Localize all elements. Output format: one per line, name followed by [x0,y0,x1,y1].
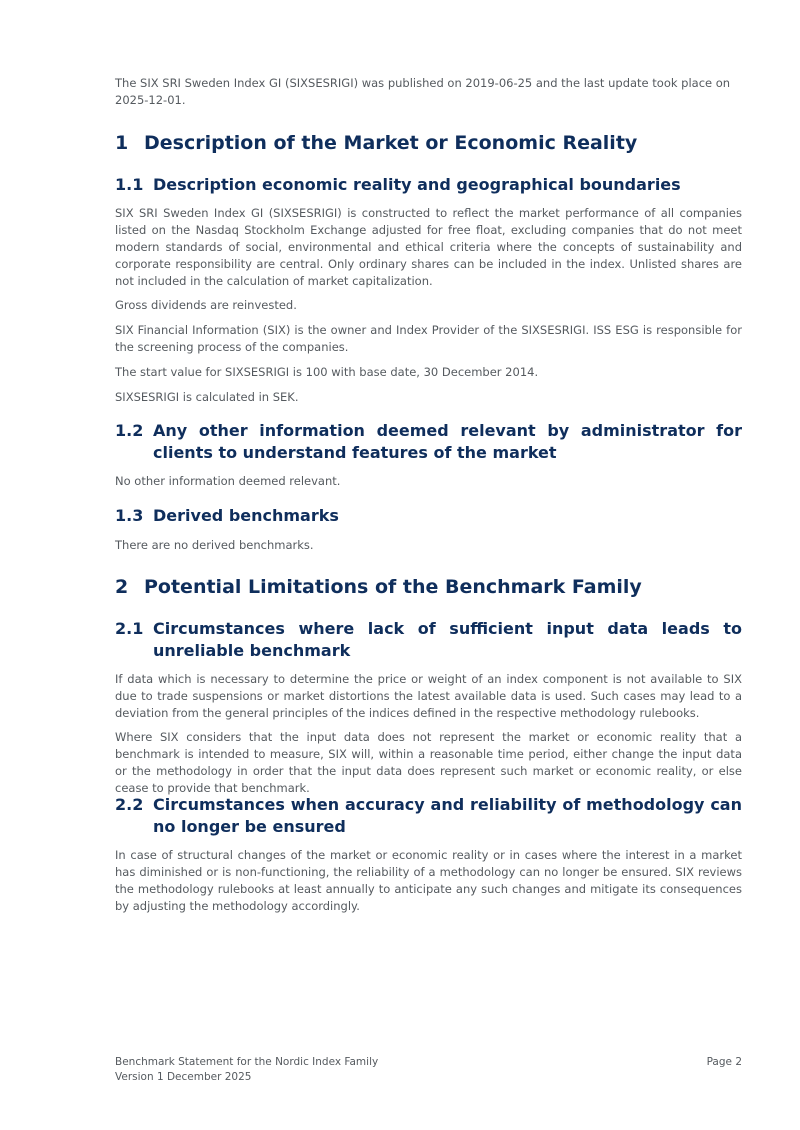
paragraph: If data which is necessary to determine the price or weight of an index component is not available to SIX due to trade suspensions or market distortions the latest available data is used. Such cases may lead to a deviation from the general principles of the indices defined in the respective methodology rulebooks. [115,672,742,720]
section-number: 2 [115,576,129,598]
section-2-heading [115,576,742,598]
paragraph: SIX Financial Information (SIX) is the owner and Index Provider of the SIXSESRIGI. ISS ESG is responsible for the screening process of the companies. [115,323,742,354]
intro-paragraph: The SIX SRI Sweden Index GI (SIXSESRIGI) was published on 2019-06-25 and the last update took place on 2025-12-01. [115,76,731,107]
paragraph: In case of structural changes of the market or economic reality or in cases where the interest in a market has diminished or is non-functioning, the reliability of a methodology can no longer be ensured. SIX reviews the methodology rulebooks at least annually to anticipate any such changes and mitigate its consequences by adjusting the methodology accordingly. [115,848,742,913]
subsection-number: 1.3 [115,506,144,525]
subsection-title: Any other information deemed relevant by administrator for clients to understand features of the market [153,421,742,462]
page-footer [115,1055,742,1085]
subsection-number: 2.1 [115,619,144,638]
paragraph: Gross dividends are reinvested. [115,298,297,312]
paragraph: SIXSESRIGI is calculated in SEK. [115,390,299,404]
subsection-title: Circumstances where lack of sufficient input data leads to unreliable benchmark [153,619,742,660]
subsection-title: Description economic reality and geographical boundaries [153,175,681,194]
page-number: Page 2 [706,1056,742,1068]
paragraph: Where SIX considers that the input data does not represent the market or economic reality that a benchmark is intended to measure, SIX will, within a reasonable time period, either change the input data or the methodology in order that the input data does represent such market or economic reality, or else cease to provide that benchmark. [115,730,742,795]
footer-version: Version 1 December 2025 [115,1071,252,1083]
section-title: Potential Limitations of the Benchmark Family [144,576,642,598]
paragraph: There are no derived benchmarks. [115,538,314,552]
subsection-2-1-heading [115,618,742,662]
paragraph: No other information deemed relevant. [115,474,341,488]
paragraph: The start value for SIXSESRIGI is 100 with base date, 30 December 2014. [115,365,539,379]
paragraph: SIX SRI Sweden Index GI (SIXSESRIGI) is constructed to reflect the market performance of all companies listed on the Nasdaq Stockholm Exchange adjusted for free float, excluding companies that do not meet modern standards of social, environmental and ethical criteria where the concepts of sustainability and corporate responsibility are central. Only ordinary shares can be included in the index. Unlisted shares are not included in the calculation of market capitalization. [115,206,742,288]
footer-document-title: Benchmark Statement for the Nordic Index Family [115,1056,379,1068]
subsection-number: 1.1 [115,175,144,194]
subsection-1-1-heading [115,174,742,196]
subsection-1-2-heading [115,420,742,464]
subsection-number: 2.2 [115,795,144,814]
subsection-2-2-heading [115,794,742,838]
section-title: Description of the Market or Economic Reality [144,132,638,154]
subsection-number: 1.2 [115,421,144,440]
section-number: 1 [115,132,129,154]
section-1-heading [115,132,742,154]
subsection-title: Circumstances when accuracy and reliability of methodology can no longer be ensured [153,795,742,836]
subsection-1-3-heading [115,505,742,527]
subsection-title: Derived benchmarks [153,506,339,525]
